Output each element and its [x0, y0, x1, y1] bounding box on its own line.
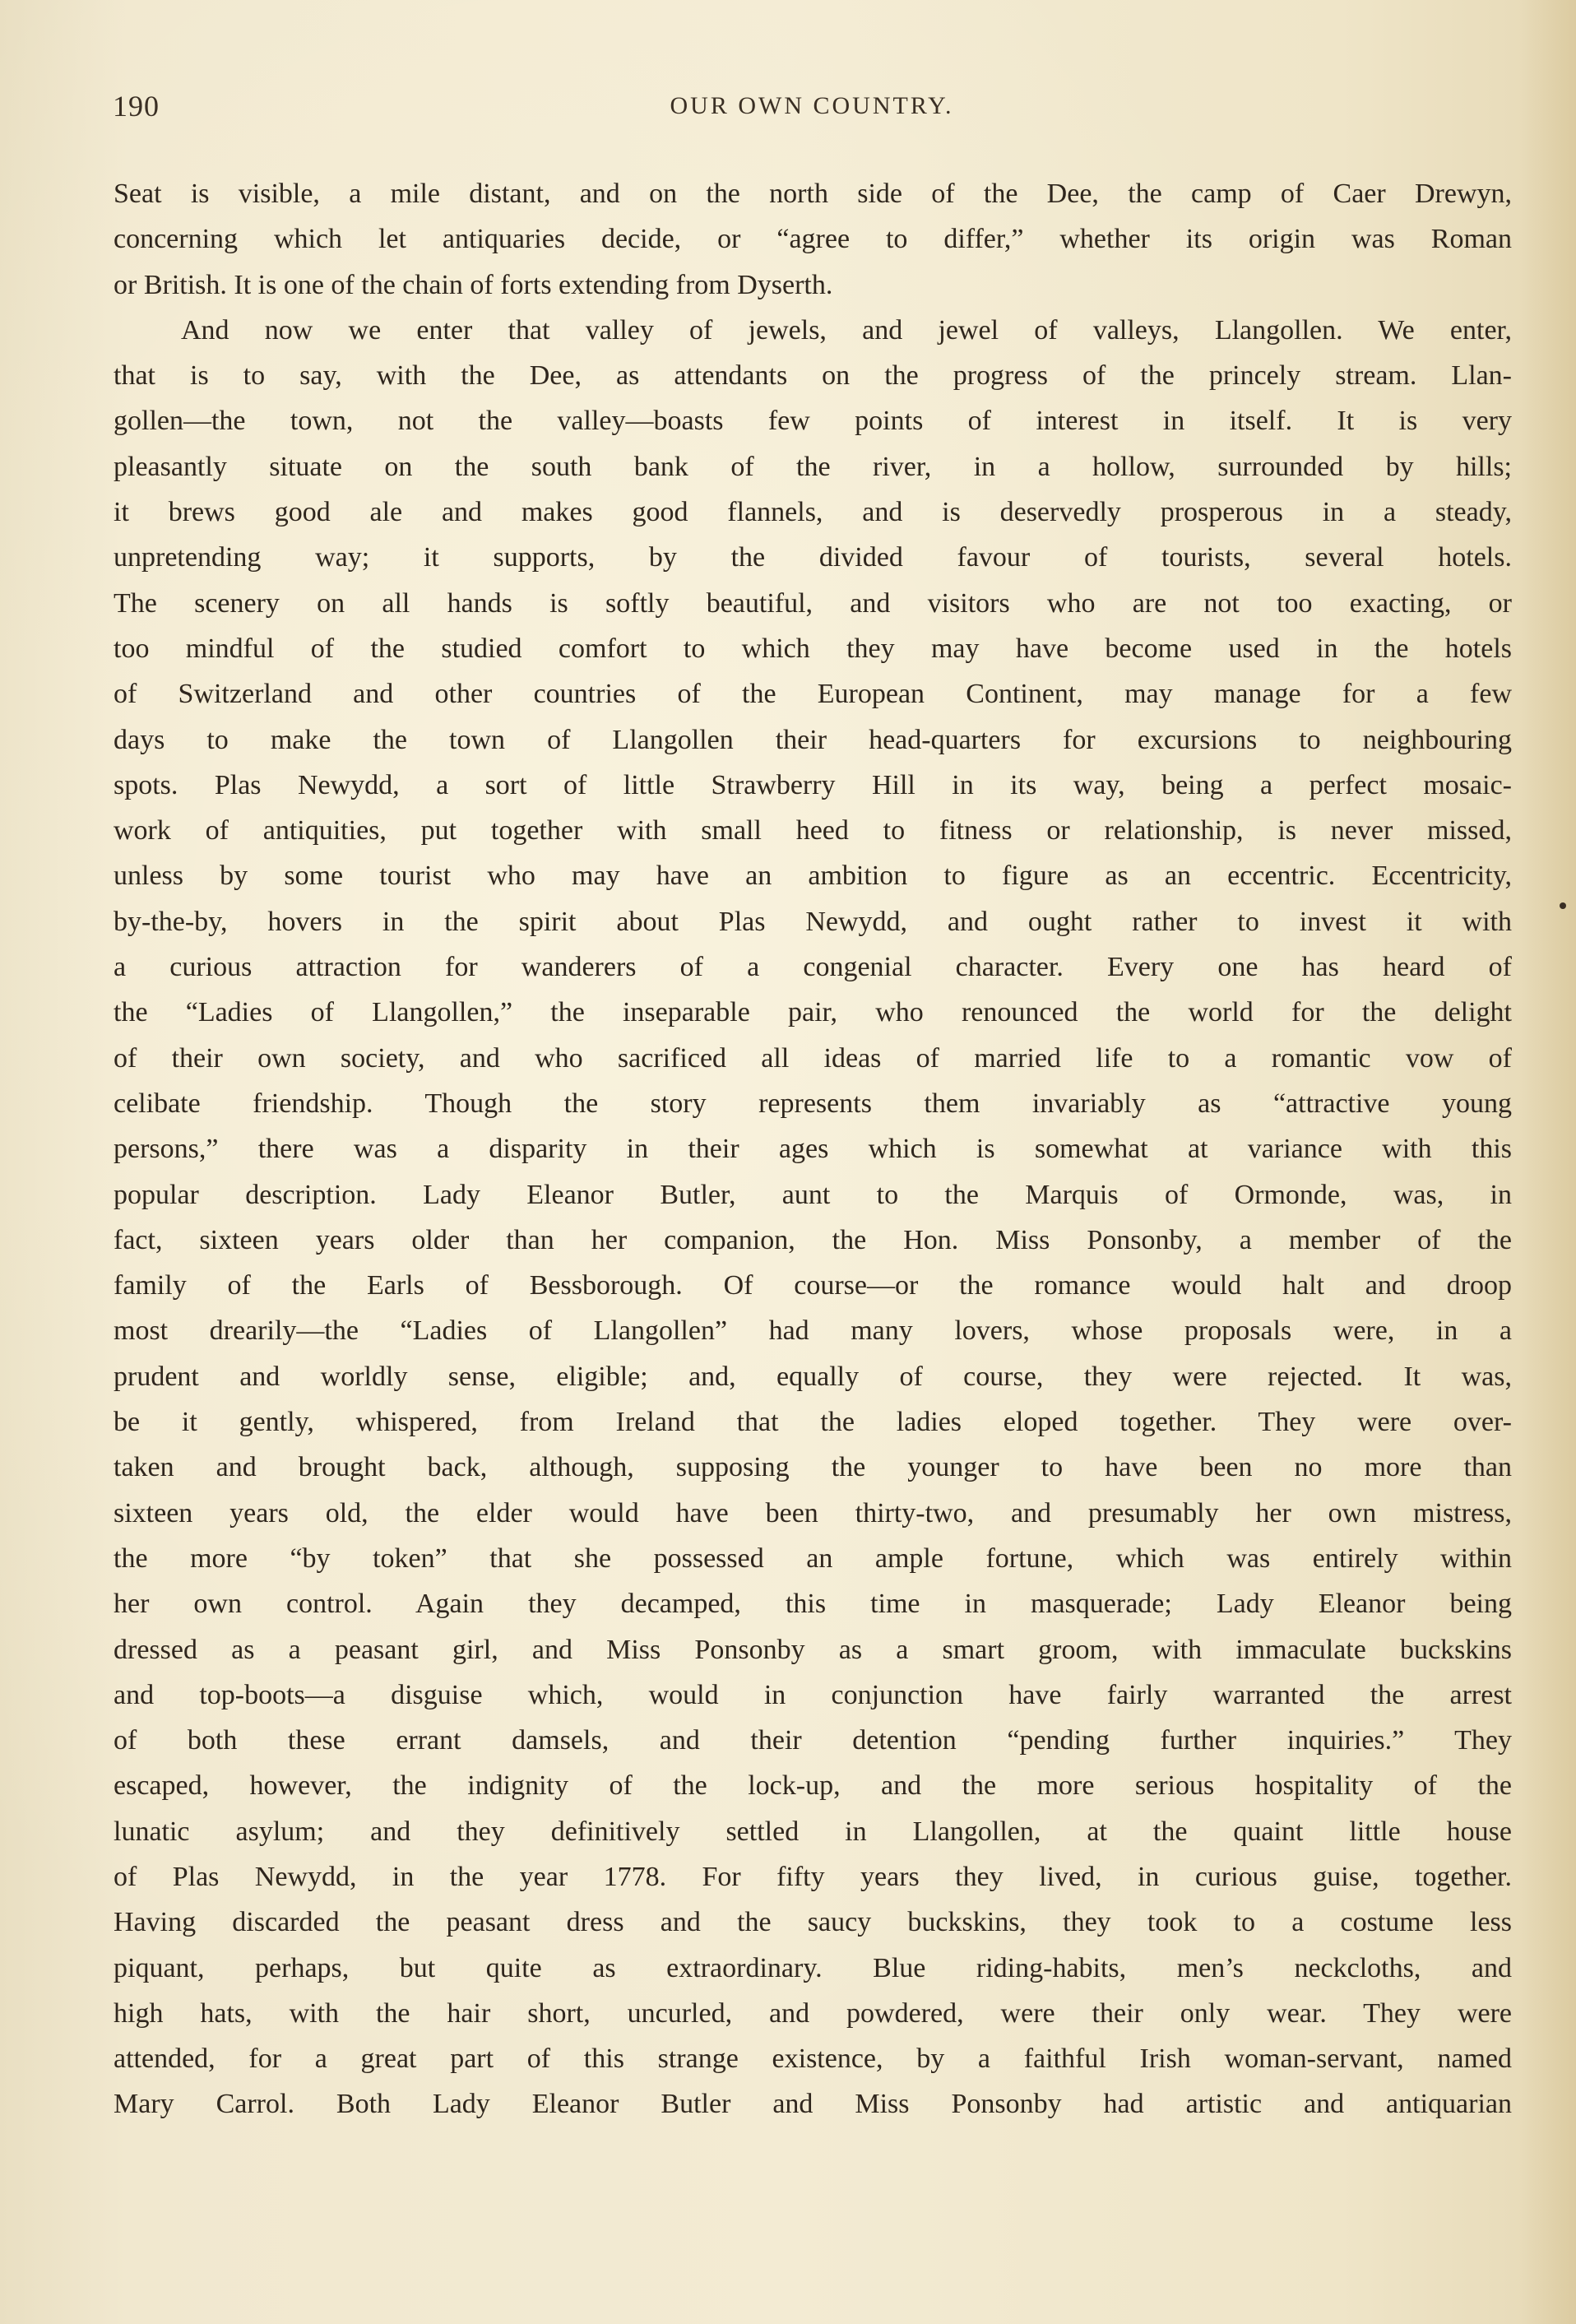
text-line: that is to say, with the Dee, as attendants on the progress of the princely stream. Llan-: [114, 360, 1512, 392]
text-line: of their own society, and who sacrificed all ideas of married life to a romantic vow of: [114, 1042, 1512, 1074]
text-line: it brews good ale and makes good flannels, and is deservedly prosperous in a steady,: [114, 497, 1512, 528]
ink-speck: [1560, 902, 1566, 909]
text-line: most drearily—the “Ladies of Llangollen” had many lovers, whose proposals were, in a: [114, 1315, 1512, 1347]
text-line: piquant, perhaps, but quite as extraordinary. Blue riding-habits, men’s neckcloths, and: [114, 1952, 1512, 1983]
text-line: concerning which let antiquaries decide, or “agree to differ,” whether its origin was Roman: [114, 224, 1512, 255]
text-line: attended, for a great part of this strange existence, by a faithful Irish woman-servant, named: [114, 2043, 1512, 2075]
text-line: escaped, however, the indignity of the lock-up, and the more serious hospitality of the: [114, 1770, 1512, 1802]
text-line: family of the Earls of Bessborough. Of course—or the romance would halt and droop: [114, 1270, 1512, 1301]
text-line: Seat is visible, a mile distant, and on the north side of the Dee, the camp of Caer Drewyn,: [114, 179, 1512, 209]
text-line: pleasantly situate on the south bank of the river, in a hollow, surrounded by hills;: [114, 451, 1512, 482]
text-line: Mary Carrol. Both Lady Eleanor Butler and Miss Ponsonby had artistic and antiquarian: [114, 2089, 1512, 2120]
running-title: OUR OWN COUNTRY.: [670, 92, 954, 119]
text-line: unless by some tourist who may have an ambition to figure as an eccentric. Eccentricity,: [114, 860, 1512, 892]
text-line: The scenery on all hands is softly beautiful, and visitors who are not too exacting, or: [114, 587, 1512, 619]
body-text: [114, 171, 1512, 2127]
text-line: Having discarded the peasant dress and the saucy buckskins, they took to a costume less: [114, 1907, 1512, 1938]
text-line: taken and brought back, although, supposing the younger to have been no more than: [114, 1452, 1512, 1483]
text-line: by-the-by, hovers in the spirit about Plas Newydd, and ought rather to invest it with: [114, 906, 1512, 937]
text-line: persons,” there was a disparity in their ages which is somewhat at variance with this: [114, 1134, 1512, 1165]
text-line: days to make the town of Llangollen their head-quarters for excursions to neighbouring: [114, 724, 1512, 755]
text-line: too mindful of the studied comfort to which they may have become used in the hotels: [114, 633, 1512, 664]
text-line: lunatic asylum; and they definitively settled in Llangollen, at the quaint little house: [114, 1816, 1512, 1847]
text-line: or British. It is one of the chain of forts extending from Dyserth.: [114, 269, 833, 300]
text-line: sixteen years old, the elder would have been thirty-two, and presumably her own mistress,: [114, 1497, 1512, 1528]
text-line: the “Ladies of Llangollen,” the inseparable pair, who renounced the world for the delight: [114, 997, 1512, 1028]
text-line: and top-boots—a disguise which, would in conjunction have fairly warranted the arrest: [114, 1679, 1512, 1710]
page-edge-shadow: [1518, 0, 1576, 2324]
text-line: her own control. Again they decamped, this time in masquerade; Lady Eleanor being: [114, 1589, 1512, 1620]
text-line: And now we enter that valley of jewels, and jewel of valleys, Llangollen. We enter,: [181, 314, 1512, 346]
text-line: a curious attraction for wanderers of a congenial character. Every one has heard of: [114, 952, 1512, 983]
text-line: dressed as a peasant girl, and Miss Ponsonby as a smart groom, with immaculate buckskins: [114, 1634, 1512, 1665]
text-line: high hats, with the hair short, uncurled, and powdered, were their only wear. They were: [114, 1997, 1512, 2029]
text-line: gollen—the town, not the valley—boasts few points of interest in itself. It is very: [114, 406, 1512, 437]
text-line: popular description. Lady Eleanor Butler, aunt to the Marquis of Ormonde, was, in: [114, 1179, 1512, 1210]
text-line: be it gently, whispered, from Ireland that the ladies eloped together. They were over-: [114, 1407, 1512, 1438]
text-line: of Switzerland and other countries of the European Continent, may manage for a few: [114, 679, 1512, 710]
text-line: the more “by token” that she possessed an ample fortune, which was entirely within: [114, 1542, 1512, 1574]
page-header: [113, 89, 1511, 130]
text-line: spots. Plas Newydd, a sort of little Strawberry Hill in its way, being a perfect mosaic-: [114, 769, 1512, 800]
text-line: of both these errant damsels, and their detention “pending further inquiries.” They: [114, 1725, 1512, 1756]
page-number: 190: [113, 90, 160, 123]
text-line: fact, sixteen years older than her companion, the Hon. Miss Ponsonby, a member of the: [114, 1224, 1512, 1255]
text-line: celibate friendship. Though the story represents them invariably as “attractive young: [114, 1088, 1512, 1119]
text-line: work of antiquities, put together with small heed to fitness or relationship, is never missed,: [114, 815, 1512, 847]
text-line: prudent and worldly sense, eligible; and, equally of course, they were rejected. It was,: [114, 1361, 1512, 1392]
text-line: unpretending way; it supports, by the divided favour of tourists, several hotels.: [114, 542, 1512, 573]
text-line: of Plas Newydd, in the year 1778. For fifty years they lived, in curious guise, together.: [114, 1861, 1512, 1892]
